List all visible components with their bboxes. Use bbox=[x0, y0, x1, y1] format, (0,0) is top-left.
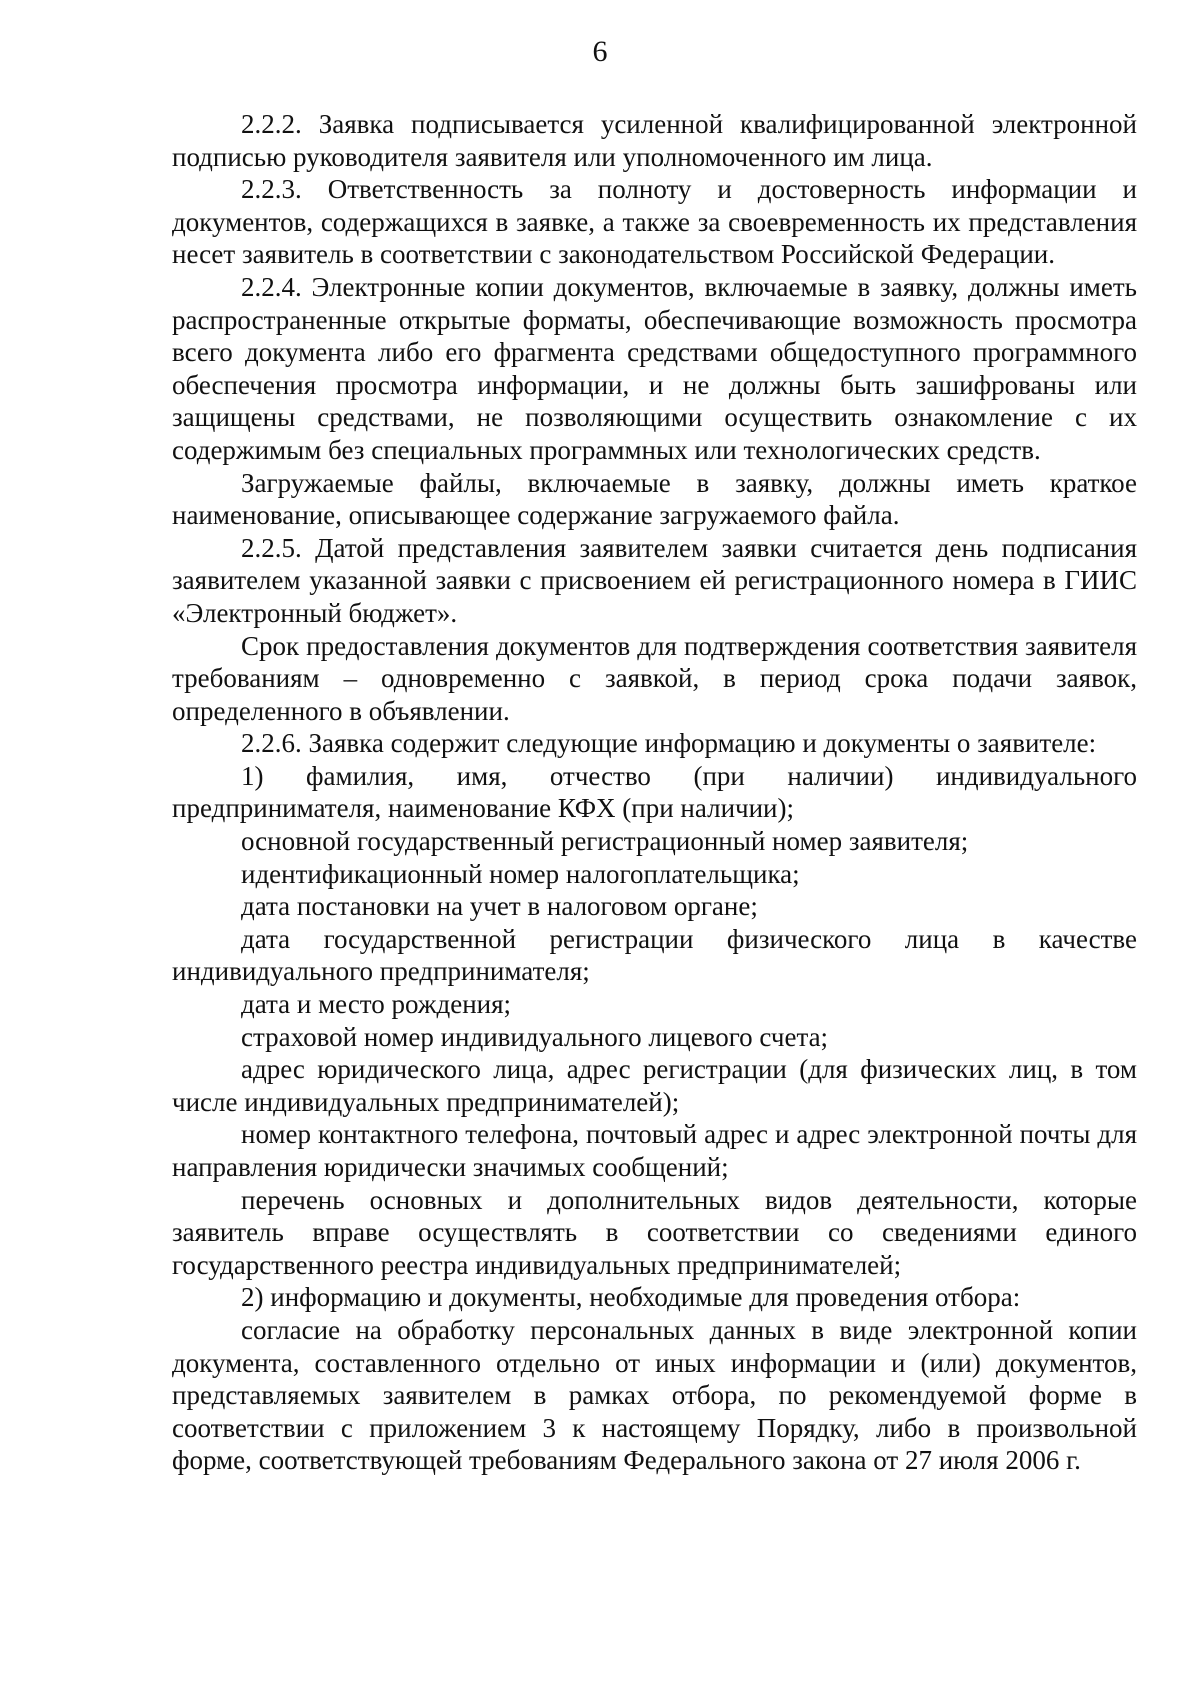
list-item-selection-documents: 2) информацию и документы, необходимые для проведения отбора: bbox=[241, 1282, 1021, 1313]
paragraph-document-deadline: Срок предоставления документов для подтверждения соответствия заявителя требованиям – одновременно с заявкой, в период срока подачи заявок, определенного в объявлении. bbox=[172, 630, 1137, 726]
list-item-birth-date-place: дата и место рождения; bbox=[241, 989, 512, 1020]
list-item-snils: страховой номер индивидуального лицевого счета; bbox=[241, 1021, 829, 1052]
list-item-activities: перечень основных и дополнительных видов деятельности, которые заявитель вправе осуществлять в соответствии со сведениями единого государственного реестра индивидуальных предпринимателей; bbox=[172, 1184, 1137, 1280]
paragraph-2-2-6: 2.2.6. Заявка содержит следующие информацию и документы о заявителе: bbox=[241, 728, 1097, 759]
page-number: 6 bbox=[592, 35, 608, 68]
paragraph-2-2-2: 2.2.2. Заявка подписывается усиленной квалифицированной электронной подписью руководителя заявителя или уполномоченного им лица. bbox=[172, 109, 1137, 172]
list-item-inn: идентификационный номер налогоплательщика; bbox=[241, 858, 800, 889]
paragraph-uploaded-files: Загружаемые файлы, включаемые в заявку, должны иметь краткое наименование, описывающее содержание загружаемого файла. bbox=[172, 467, 1137, 531]
document-body bbox=[172, 108, 1137, 1477]
paragraph-2-2-3: 2.2.3. Ответственность за полноту и достоверность информации и документов, содержащихся в заявке, а также за своевременность их представления несет заявитель в соответствии с законодательством Российской Федерации. bbox=[172, 174, 1137, 270]
list-item-personal-data-consent: согласие на обработку персональных данных в виде электронной копии документа, составленного отдельно от иных информации и (или) документов, представляемых заявителем в рамках отбора, по рекомендуемой форме в соответствии с приложением 3 к настоящему Порядку, либо в произвольной форме, соответствующей требованиям Федерального закона от 27 июля 2006 г. bbox=[172, 1314, 1137, 1476]
list-item-contacts: номер контактного телефона, почтовый адрес и адрес электронной почты для направления юридически значимых сообщений; bbox=[172, 1119, 1137, 1182]
list-item-ogrn: основной государственный регистрационный номер заявителя; bbox=[241, 826, 969, 857]
list-item-tax-registration-date: дата постановки на учет в налоговом органе; bbox=[241, 891, 758, 922]
list-item-full-name: 1) фамилия, имя, отчество (при наличии) индивидуального предпринимателя, наименование КФХ (при наличии); bbox=[172, 760, 1137, 824]
list-item-address: адрес юридического лица, адрес регистрации (для физических лиц, в том числе индивидуальных предпринимателей); bbox=[172, 1054, 1137, 1117]
paragraph-2-2-4: 2.2.4. Электронные копии документов, включаемые в заявку, должны иметь распространенные открытые форматы, обеспечивающие возможность просмотра всего документа либо его фрагмента средствами общедоступного программного обеспечения просмотра информации, и не должны быть зашифрованы или защищены средствами, не позволяющими осуществить ознакомление с их содержимым без специальных программных или технологических средств. bbox=[172, 271, 1137, 465]
list-item-state-registration-date: дата государственной регистрации физического лица в качестве индивидуального предпринимателя; bbox=[172, 923, 1137, 987]
paragraph-2-2-5: 2.2.5. Датой представления заявителем заявки считается день подписания заявителем указанной заявки с присвоением ей регистрационного номера в ГИИС «Электронный бюджет». bbox=[172, 532, 1137, 628]
